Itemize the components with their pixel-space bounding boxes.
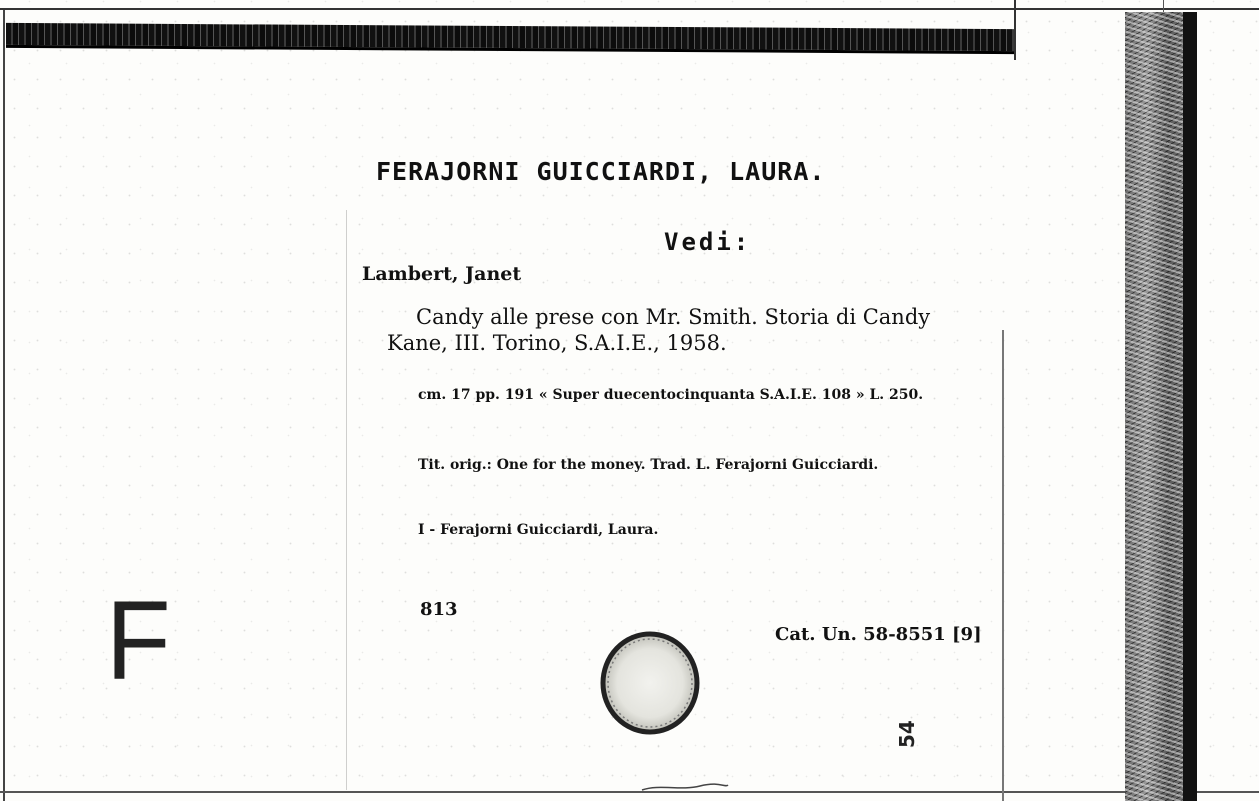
physical-description: cm. 17 pp. 191 « Super duecentocinquanta S.A.I.E. 108 » L. 250. bbox=[418, 387, 924, 403]
side-note: 54 bbox=[895, 720, 919, 748]
punch-hole bbox=[598, 630, 702, 736]
drawer-letter: F bbox=[105, 578, 171, 703]
card-edge-top bbox=[1014, 0, 1016, 60]
right-dark-strip bbox=[1183, 12, 1197, 801]
faint-vertical-line bbox=[346, 210, 347, 790]
card-right-edge bbox=[1002, 330, 1004, 801]
card-heading: FERAJORNI GUICCIARDI, LAURA. bbox=[376, 157, 826, 186]
see-label: Vedi: bbox=[664, 228, 752, 256]
top-edge-line bbox=[0, 8, 1259, 10]
top-dark-band bbox=[6, 23, 1014, 54]
catalog-reference: Cat. Un. 58-8551 [9] bbox=[775, 624, 982, 645]
left-edge-line bbox=[3, 10, 5, 801]
original-title-note: Tit. orig.: One for the money. Trad. L. Ferajorni Guicciardi. bbox=[418, 457, 879, 473]
bottom-edge-line bbox=[0, 791, 1259, 793]
bottom-mark bbox=[640, 782, 730, 792]
title-line-2: Kane, III. Torino, S.A.I.E., 1958. bbox=[387, 331, 727, 355]
added-entry: I - Ferajorni Guicciardi, Laura. bbox=[418, 522, 659, 538]
title-line-1: Candy alle prese con Mr. Smith. Storia di Candy bbox=[416, 305, 931, 329]
author-name: Lambert, Janet bbox=[362, 263, 522, 285]
class-number: 813 bbox=[420, 599, 458, 620]
